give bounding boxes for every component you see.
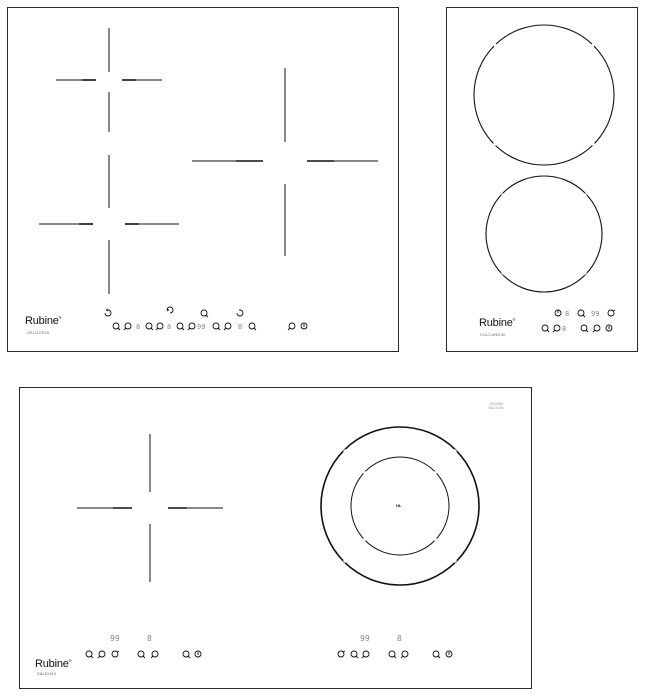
brand-name: Rubine bbox=[479, 317, 513, 329]
minus-icon[interactable] bbox=[542, 325, 549, 332]
plus-icon[interactable] bbox=[98, 651, 105, 658]
zone-display: 8 bbox=[565, 310, 570, 318]
timer-display: 99 bbox=[197, 323, 206, 331]
power-icon[interactable] bbox=[606, 325, 612, 331]
brand-logo: Rubine® bbox=[479, 317, 516, 329]
hob-veloce60-surface bbox=[8, 8, 400, 353]
power-icon[interactable] bbox=[446, 651, 452, 657]
power-icon[interactable] bbox=[195, 651, 201, 657]
brand-logo: Rubine® bbox=[35, 658, 72, 670]
brand-name: Rubine bbox=[25, 315, 59, 327]
plus-icon[interactable] bbox=[553, 325, 560, 332]
zone-label: HL bbox=[396, 503, 402, 508]
brand-logo: Rubine® bbox=[25, 315, 62, 327]
pause-icon[interactable] bbox=[578, 310, 585, 317]
zone-display: 8 bbox=[562, 325, 567, 333]
model-name: VELOCE60 bbox=[27, 330, 50, 335]
timer-display: 99 bbox=[360, 634, 370, 643]
hob-vulcano30-surface bbox=[447, 8, 639, 353]
timer-icon[interactable] bbox=[608, 310, 615, 316]
hob-vulcano30 bbox=[446, 7, 638, 352]
zone-display: 8 bbox=[167, 323, 172, 331]
timer-display: 99 bbox=[110, 634, 120, 643]
model-name: VULCANO30 bbox=[480, 332, 506, 337]
cooking-zone-bottom-left bbox=[39, 155, 179, 294]
timer-icon[interactable] bbox=[338, 651, 345, 657]
cooking-zone-top-left bbox=[56, 28, 162, 132]
minus-icon[interactable] bbox=[389, 651, 396, 658]
minus-icon[interactable] bbox=[581, 325, 588, 332]
hob-veloce60 bbox=[7, 7, 399, 352]
brand-name: Rubine bbox=[35, 658, 69, 670]
minus-icon[interactable] bbox=[351, 651, 358, 658]
corner-badge: RUBINE VALDO44 bbox=[488, 402, 504, 410]
zone-display: 8 bbox=[147, 634, 152, 643]
hob-valdo44 bbox=[19, 387, 532, 689]
timer-icon[interactable] bbox=[112, 651, 119, 657]
hob-valdo44-surface bbox=[20, 388, 533, 690]
cooking-zone-right bbox=[192, 68, 378, 256]
minus-icon[interactable] bbox=[433, 651, 440, 658]
plus-icon[interactable] bbox=[362, 651, 369, 658]
power-icon[interactable] bbox=[555, 310, 561, 316]
zone-display: 8 bbox=[136, 323, 141, 331]
cooking-zone-left bbox=[77, 434, 223, 582]
model-name: VALDO44 bbox=[37, 671, 57, 676]
minus-icon[interactable] bbox=[86, 651, 93, 658]
minus-icon[interactable] bbox=[138, 651, 145, 658]
plus-icon[interactable] bbox=[593, 325, 600, 332]
plus-icon[interactable] bbox=[401, 651, 408, 658]
zone-display: 8 bbox=[238, 323, 243, 331]
plus-icon[interactable] bbox=[151, 651, 158, 658]
timer-display: 99 bbox=[591, 310, 600, 318]
zone-display: 8 bbox=[397, 634, 402, 643]
minus-icon[interactable] bbox=[183, 651, 190, 658]
